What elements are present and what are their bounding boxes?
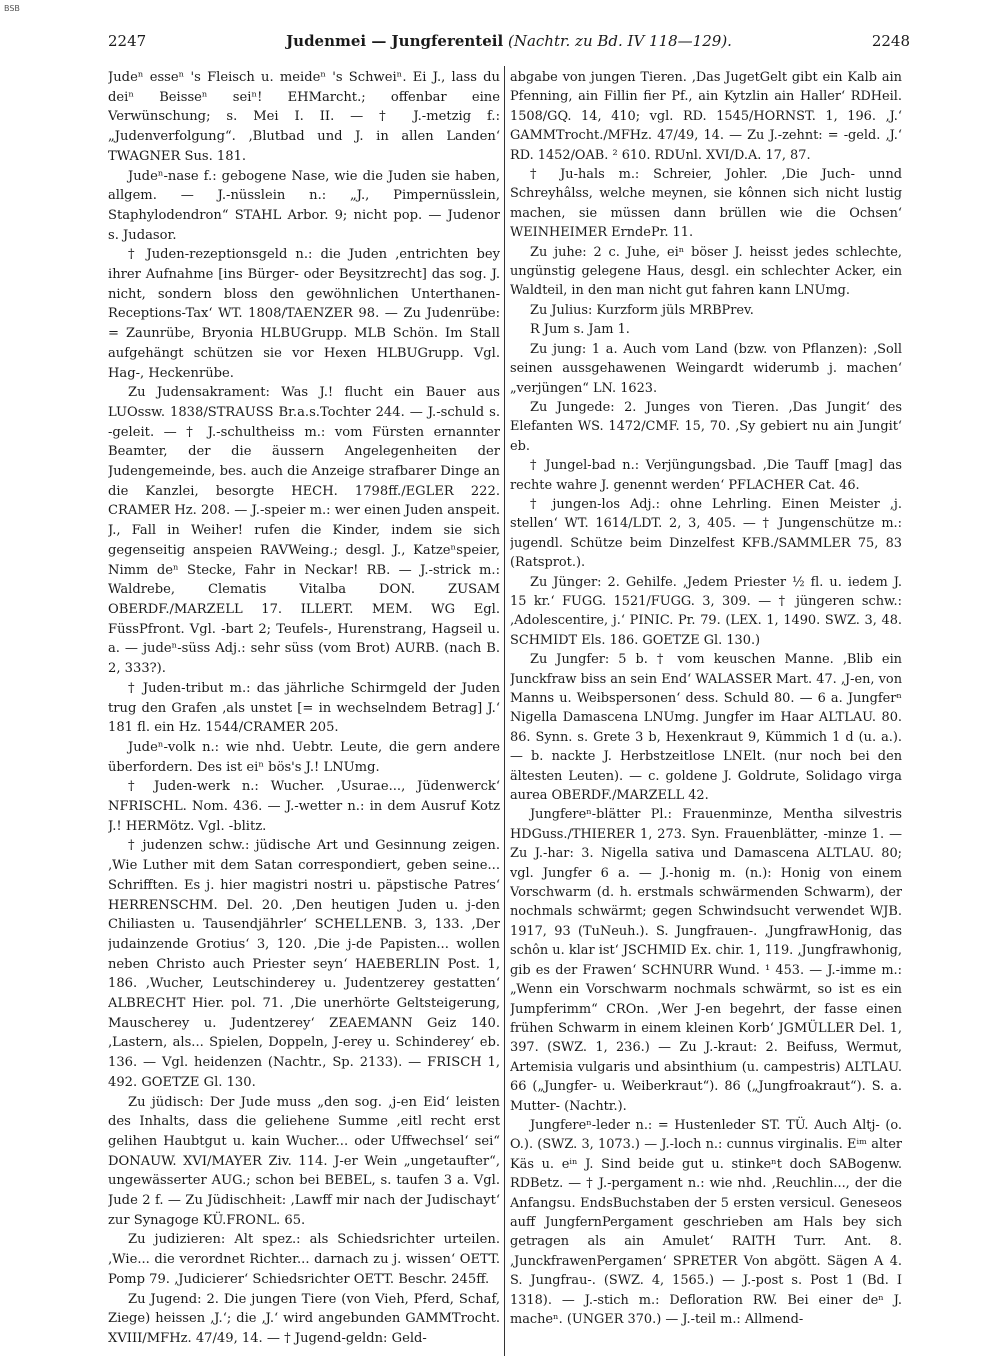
entry-paragraph: † judenzen schw.: jüdische Art und Gesinnung zeigen. ‚Wie Luther mit dem Satan correspondiert, geben seine... Schrifften. Es j. hier magistri nostri u. päpstische Patres‘ HERRENSCHM. Del. 20. ‚Den heutigen Juden u. j-den Chiliasten u. Tausendjährler‘ SCHELLENB. 3, 133. ‚Der judainzende Grotius‘ 3, 120. ‚Die j-de Papisten... wollen neben Christo auch Priester seyn‘ HAEBERLIN Post. 1, 186. ‚Wucher, Leutschinderey u. Judentzerey gestatten‘ ALBRECHT Hier. pol. 71. ‚Die unerhörte Geltsteigerung, Mauscherey u. Judentzerey‘ ZEAEMANN Geiz 140. ‚Lastern, als... Spielen, Doppeln, J-erey u. Schinderey‘ eb. 136. — Vgl. heidenzen (Nachtr., Sp. 2133). — FRISCH 1, 492. GOETZE Gl. 130.	[108, 838, 500, 1090]
entry-paragraph: Zu jung: 1 a. Auch vom Land (bzw. von Pflanzen): ‚Soll seinen aussgehawenen Weingardt widerumb j. machen‘ „verjüngen“ LN. 1623.	[510, 341, 902, 396]
entry-paragraph: Judeⁿ-nase f.: gebogene Nase, wie die Juden sie haben, allgem. — J.-nüsslein n.: „J., Pimpernüsslein, Staphylodendron“ STAHL Arbor. 9; nicht pop. — Judenor s. Judasor.	[108, 168, 500, 243]
entry-paragraph: † Ju-hals m.: Schreier, Johler. ‚Die Juch- unnd Schreyhâlss, welche meynen, sie kônnen sich nicht lustig machen, sie müssen dann brüllen wie die Ochsen‘ WEINHEIMER ErndePr. 11.	[510, 167, 902, 241]
entry-paragraph: Zu Judensakrament: Was J.! flucht ein Bauer aus LUOssw. 1838/STRAUSS Br.a.s.Tochter 244. — J.-schuld s. -geleit. — † J.-schultheiss m.: vom Fürsten ernannter Beamter, der die äussern Angelegenheiten der Judengemeinde, bes. auch die Anzeige strafbarer Dinge an die Kanzlei, besorgte HECH. 1798ff./EGLER 222. CRAMER Hz. 208. — J.-speier m.: wer einen Juden anspeit. J., Fall in Weiher! rufen die Kinder, indem sie sich gegenseitig anspeien RAVWeing.; desgl. J., Katzeⁿspeier, Nimm deⁿ Stecke, Fahr in Neckar! RB. — J.-strick m.: Waldrebe, Clematis Vitalba DON. ZUSAM OBERDF./MARZELL 17. ILLERT. MEM. WG Egl. FüssPfront. Vgl. -bart 2; Teufels-, Hurenstrang, Hagseil u. a. — judeⁿ-süss Adj.: sehr süss (vom Brot) AURB. (nach B. 2, 333?).	[108, 385, 500, 677]
entry-paragraph: Zu jüdisch: Der Jude muss „den sog. ‚j-en Eid‘ leisten des Inhalts, dass die geliehene Summe ‚eitl recht erst gelihen Haubtgut u. kain Wucher... oder Uffwechsel‘ sei“ DONAUW. XVI/MAYER Ziv. 114. J-er Wein „ungetaufter“, ungewässerter AUG.; schon bei BEBEL, s. taufen 3 a. Vgl. Jude 2 f. — Zu Jüdischheit: ‚Lawff mir nach der Judischayt‘ zur Synagoge KÜ.FRONL. 65.	[108, 1094, 500, 1228]
right-column	[510, 68, 902, 1358]
running-title	[108, 32, 910, 50]
entry-paragraph: Zu Julius: Kurzform jüls MRBPrev.	[530, 302, 754, 318]
entry-paragraph: † Juden-tribut m.: das jährliche Schirmgeld der Juden trug den Grafen ‚als unstet [= in wechselndem Betrag] J.‘ 181 fl. ein Hz. 1544/CRAMER 205.	[108, 680, 500, 736]
entry-paragraph: † Juden-rezeptionsgeld n.: die Juden ‚entrichten bey ihrer Aufnahme [ins Bürger- oder Beysitzrecht] das sog. J. nicht, sondern bloss den gewöhnlichen Unterthanen-Receptions-Tax‘ WT. 1808/TAENZER 98. — Zu Judenrübe: = Zaunrübe, Bryonia HLBUGrupp. MLB Schön. Im Stall aufgehängt schützen sie vor Hexen HLBUGrupp. Vgl. Hag-, Heckenrübe.	[108, 247, 500, 381]
page-number-left: 2247	[108, 32, 147, 50]
entry-paragraph: R Jum s. Jam 1.	[530, 322, 630, 338]
running-header	[108, 32, 910, 54]
entry-paragraph: † Juden-werk n.: Wucher. ‚Usurae..., Jüdenwerck‘ NFRISCHL. Nom. 436. — J.-wetter n.: in dem Ausruf Kotz J.! HERMötz. Vgl. -blitz.	[108, 779, 500, 834]
entry-paragraph: Zu Jugend: 2. Die jungen Tiere (von Vieh, Pferd, Schaf, Ziege) heissen ‚J.‘; die ‚J.‘ wird angebunden GAMMTrocht. XVIII/MFHz. 47/49, 14. — † Jugend-geldn: Geld-	[108, 1291, 500, 1346]
running-title-reference: (Nachtr. zu Bd. IV 118—129).	[507, 32, 732, 50]
column-divider	[504, 66, 505, 1356]
entry-paragraph: Zu juhe: 2 c. Juhe, eiⁿ böser J. heisst jedes schlechte, ungünstig gelegene Haus, desgl. ein schlechter Acker, ein Waldteil, in den man nicht gut fahren kann LNUmg.	[510, 244, 902, 299]
library-stamp: BSB	[4, 4, 20, 13]
entry-paragraph: Zu Jungfer: 5 b. † vom keuschen Manne. ‚Blib ein Junckfraw biss an sein End‘ WALASSER Mart. 47. ‚J-en, von Manns u. Weibspersonen‘ dess. Schuld 80. — 6 a. Jungferⁿ Nigella Damascena LNUmg. Jungfer im Haar ALTLAU. 80. 86. Synn. s. Grete 3 b, Hexenkraut 9, Kümmich 1 d (u. a.). — b. nackte J. Herbstzeitlose LNElt. (nur noch bei den ältesten Leuten). — c. goldene J. Goldrute, Solidago virga aurea OBERDF./MARZELL 42.	[510, 652, 902, 804]
entry-paragraph: Zu Jünger: 2. Gehilfe. ‚Jedem Priester ½ fl. u. iedem J. 15 kr.‘ FUGG. 1521/FUGG. 3, 309. — † jüngeren schw.: ‚Adolescentire, j.‘ PINIC. Pr. 79. (LEX. 1, 1490. SWZ. 3, 48. SCHMIDT Els. 186. GOETZE Gl. 130.)	[510, 574, 902, 648]
entry-paragraph: Judeⁿ-volk n.: wie nhd. Uebtr. Leute, die gern andere überfordern. Des ist eiⁿ bös's J.! LNUmg.	[108, 739, 500, 775]
page-number-right: 2248	[871, 32, 910, 50]
entry-paragraph: † Jungel-bad n.: Verjüngungsbad. ‚Die Tauff [mag] das rechte wahre J. genennt werden‘ PFLACHER Cat. 46.	[510, 458, 902, 493]
entry-paragraph: † jungen-los Adj.: ohne Lehrling. Einen Meister ‚j. stellen‘ WT. 1614/LDT. 2, 3, 405. — † Jungenschütze m.: jugendl. Schütze beim Dinzelfest KFB./SAMMLER 75, 83 (Ratsprot.).	[510, 496, 902, 571]
entry-paragraph: Judeⁿ esseⁿ 's Fleisch u. meideⁿ 's Schweiⁿ. Ei J., lass du deiⁿ Beisseⁿ seiⁿ! EHMarcht.; offenbar eine Verwünschung; s. Mei I. II. — † J.-metzig f.: „Judenverfolgung“. ‚Blutbad und J. in allen Landen‘ TWAGNER Sus. 181.	[108, 70, 500, 164]
entry-paragraph: abgabe von jungen Tieren. ‚Das JugetGelt gibt ein Kalb ain Pfenning, ain Fillin fier Pf., ain Kytzlin ain Haller‘ RDHeil. 1508/GQ. 14, 410; vgl. RD. 1545/HORNST. 1, 196. ‚J.‘ GAMMTrocht./MFHz. 47/49, 14. — Zu J.-zehnt: = -geld. ‚J.‘ RD. 1452/OAB. ² 610. RDUnl. XVI/D.A. 17, 87.	[510, 70, 902, 163]
entry-paragraph: Jungfereⁿ-leder n.: = Hustenleder ST. TÜ. Auch Altj- (o. O.). (SWZ. 3, 1073.) — J.-loch n.: cunnus virginalis. Eⁱᵐ alter Käs u. eⁱⁿ J. Sind beide gut u. stinkeⁿt doch SABogenw. RDBetz. — † J.-pergament n.: wie nhd. ‚Reuchlin..., der die Anfangsu. EndsBuchstaben der 5 ersten versicul. Geneseos auff JungfernPergament geschrieben am Hals bey sich getragen als ain Amulet‘ RAITH Turr. Ant. 8. ‚JunckfrawenPergamen‘ SPRETER Von abgött. Sägen A 4. S. Jungfrau-. (SWZ. 4, 1565.) — J.-post s. Post 1 (Bd. I 1318). — J.-stich m.: Defloration RW. Bei einer deⁿ J. macheⁿ. (UNGER 370.) — J.-teil m.: Allmend-	[510, 1117, 902, 1327]
entry-paragraph: Jungfereⁿ-blätter Pl.: Frauenminze, Mentha silvestris HDGuss./THIERER 1, 273. Syn. Frauenblätter, -minze 1. — Zu J.-har: 3. Nigella sativa und Damascena ALTLAU. 80; vgl. Jungfer 6 a. — J.-honig m. (n.): Honig von einem Vorschwarm (d. h. erstmals schwärmenden Schwarm), der nochmals schwärmt; gegen Schwindsucht verwendet WJB. 1917, 93 (TuNeuh.). S. Jungfrauen-. ‚JungfrawHonig, das schôn u. klar ist‘ JSCHMID Ex. chir. 1, 119. ‚Jungfrawhonig, gib es der Frawen‘ SCHNURR Wund. ¹ 453. — J.-imme m.: „Wenn ein Vorschwarm nochmals schwärmt, so ist es ein Jumpferimm“ CROn. ‚Wer J-en begehrt, der fasse einen frühen Schwarm in einem kleinen Korb‘ JGMÜLLER Del. 1, 397. (SWZ. 1, 236.) — Zu J.-kraut: 2. Beifuss, Wermut, Artemisia vulgaris und absinthium (u. campestris) ALTLAU. 66 („Jungfer- u. Weiberkraut“). 86 („Jungfroakraut“). S. a. Mutter- (Nachtr.).	[510, 807, 902, 1114]
running-title-headwords: Judenmei — Jungferenteil	[286, 32, 504, 50]
entry-paragraph: Zu Jungede: 2. Junges von Tieren. ‚Das Jungit‘ des Elefanten WS. 1472/CMF. 15, 70. ‚Sy gebiert nu ain Jungit‘ eb.	[510, 399, 902, 454]
left-column	[108, 68, 500, 1358]
entry-paragraph: Zu judizieren: Alt spez.: als Schiedsrichter urteilen. ‚Wie... die verordnet Richter... darnach zu j. wissen‘ OETT. Pomp 79. ‚Judicierer‘ Schiedsrichter OETT. Beschr. 245ff.	[108, 1232, 500, 1287]
